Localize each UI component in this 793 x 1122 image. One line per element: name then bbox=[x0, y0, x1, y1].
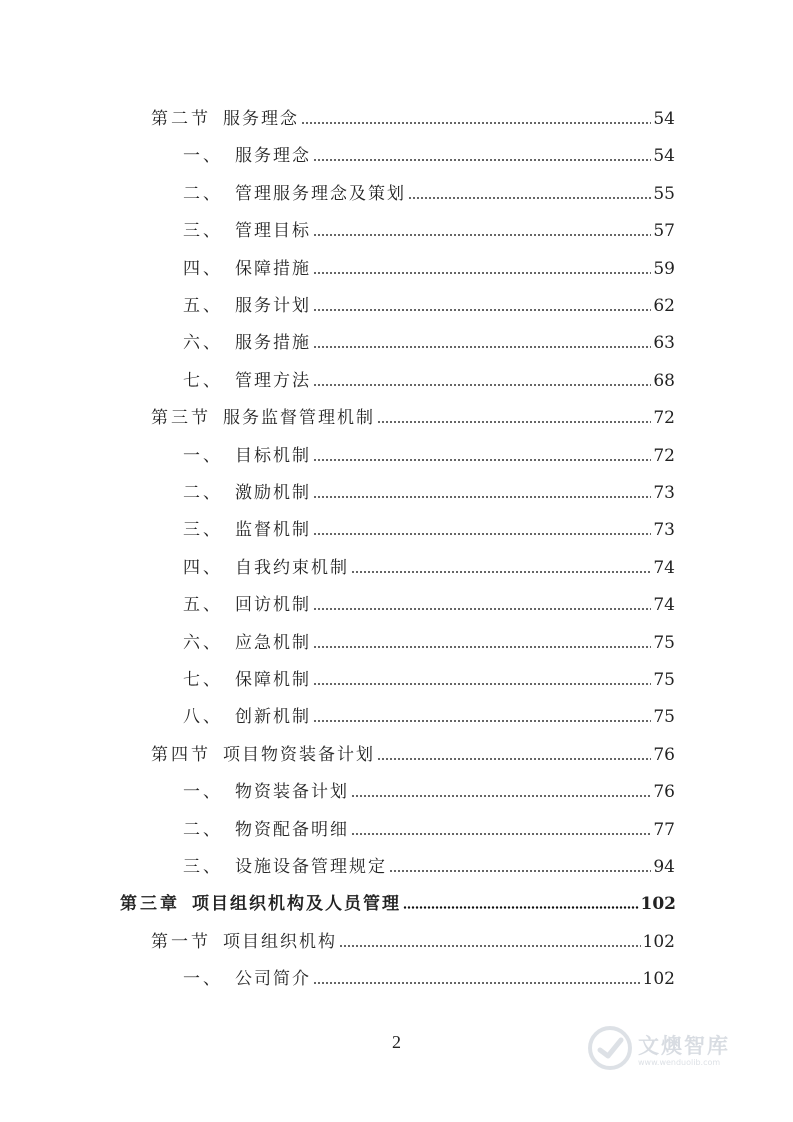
toc-entry[interactable] bbox=[183, 362, 675, 392]
toc-entry-number: 六、 bbox=[183, 632, 223, 653]
toc-dot-leader bbox=[301, 122, 651, 124]
toc-entry-page: 102 bbox=[642, 969, 675, 990]
toc-entry-page: 102 bbox=[642, 931, 675, 952]
toc-entry-number: 三、 bbox=[183, 221, 223, 242]
toc-dot-leader bbox=[313, 234, 651, 236]
toc-dot-leader bbox=[389, 870, 651, 872]
toc-entry[interactable] bbox=[183, 287, 675, 317]
toc-entry-page: 94 bbox=[653, 857, 675, 877]
toc-entry-page: 76 bbox=[653, 744, 675, 765]
toc-entry[interactable] bbox=[183, 212, 675, 242]
toc-entry[interactable] bbox=[151, 736, 675, 766]
toc-entry-title: 项目组织机构及人员管理 bbox=[192, 894, 401, 915]
toc-entry[interactable] bbox=[183, 773, 675, 803]
toc-dot-leader bbox=[313, 533, 651, 535]
toc-entry-title: 项目物资装备计划 bbox=[223, 744, 375, 765]
toc-entry-page: 72 bbox=[653, 408, 675, 429]
toc-entry[interactable] bbox=[183, 137, 675, 167]
watermark-logo-icon bbox=[588, 1026, 632, 1070]
toc-entry-title: 回访机制 bbox=[235, 595, 311, 616]
toc-entry-number: 第四节 bbox=[151, 744, 211, 765]
toc-entry[interactable] bbox=[183, 474, 675, 504]
toc-dot-leader bbox=[313, 646, 651, 648]
toc-entry-title: 服务监督管理机制 bbox=[223, 408, 375, 429]
toc-entry-number: 四、 bbox=[183, 557, 223, 578]
toc-dot-leader bbox=[351, 571, 651, 573]
toc-entry-page: 102 bbox=[640, 894, 676, 915]
toc-entry-page: 68 bbox=[653, 370, 675, 391]
toc-entry-number: 七、 bbox=[183, 370, 223, 391]
toc-dot-leader bbox=[313, 346, 651, 348]
toc-entry-title: 管理服务理念及策划 bbox=[235, 183, 406, 204]
toc-entry-title: 保障措施 bbox=[235, 258, 311, 279]
toc-entry-number: 第二节 bbox=[151, 109, 211, 129]
toc-entry-number: 六、 bbox=[183, 333, 223, 354]
toc-entry[interactable] bbox=[183, 661, 675, 691]
toc-entry-number: 五、 bbox=[183, 595, 223, 616]
toc-entry-page: 76 bbox=[653, 782, 675, 803]
toc-entry[interactable] bbox=[183, 175, 675, 205]
toc-entry-title: 物资配备明细 bbox=[235, 819, 349, 840]
toc-entry[interactable] bbox=[151, 399, 675, 429]
watermark-title: 文燠智库 bbox=[638, 1033, 730, 1058]
toc-entry-title: 服务计划 bbox=[235, 296, 311, 316]
toc-entry-page: 74 bbox=[653, 595, 675, 616]
toc-entry-number: 一、 bbox=[183, 969, 223, 990]
toc-entry-page: 54 bbox=[653, 146, 675, 167]
toc-entry-page: 59 bbox=[653, 258, 675, 279]
toc-entry-title: 创新机制 bbox=[235, 707, 311, 728]
toc-entry-title: 管理方法 bbox=[235, 370, 311, 391]
toc-entry[interactable] bbox=[183, 250, 675, 280]
toc-entry[interactable] bbox=[183, 549, 675, 579]
toc-entry-page: 73 bbox=[653, 483, 675, 503]
toc-entry-page: 75 bbox=[653, 707, 675, 728]
toc-entry-title: 保障机制 bbox=[235, 670, 311, 690]
toc-dot-leader bbox=[313, 683, 651, 685]
toc-entry[interactable] bbox=[183, 960, 675, 990]
toc-entry-number: 二、 bbox=[183, 819, 223, 840]
toc-entry-title: 服务理念 bbox=[223, 109, 299, 129]
toc-entry-title: 自我约束机制 bbox=[235, 557, 349, 578]
toc-entry-title: 公司简介 bbox=[235, 969, 311, 990]
toc-entry[interactable] bbox=[183, 437, 675, 467]
toc-dot-leader bbox=[408, 197, 651, 199]
toc-entry-page: 62 bbox=[653, 296, 675, 316]
toc-entry-page: 73 bbox=[653, 520, 675, 541]
toc-dot-leader bbox=[313, 496, 651, 498]
toc-entry-title: 激励机制 bbox=[235, 483, 311, 503]
toc-entry-number: 一、 bbox=[183, 445, 223, 466]
toc-entry[interactable] bbox=[151, 923, 675, 953]
toc-entry-number: 第一节 bbox=[151, 931, 211, 952]
toc-entry[interactable] bbox=[183, 586, 675, 616]
toc-entry[interactable] bbox=[120, 885, 676, 915]
toc-entry-page: 75 bbox=[653, 670, 675, 690]
toc-entry-number: 二、 bbox=[183, 183, 223, 204]
toc-entry-number: 一、 bbox=[183, 146, 223, 167]
toc-dot-leader bbox=[313, 608, 651, 610]
toc-entry-page: 74 bbox=[653, 557, 675, 578]
toc-entry[interactable] bbox=[183, 811, 675, 841]
toc-entry-page: 75 bbox=[653, 632, 675, 653]
toc-entry[interactable] bbox=[183, 848, 675, 878]
toc-entry-page: 77 bbox=[653, 819, 675, 840]
toc-dot-leader bbox=[313, 384, 651, 386]
page-number: 2 bbox=[392, 1032, 401, 1052]
toc-entry-number: 第三节 bbox=[151, 408, 211, 429]
toc-entry-title: 目标机制 bbox=[235, 445, 311, 466]
toc-entry-title: 服务措施 bbox=[235, 333, 311, 354]
toc-dot-leader bbox=[351, 795, 651, 797]
toc-dot-leader bbox=[313, 159, 651, 161]
toc-entry-page: 57 bbox=[653, 221, 675, 242]
toc-entry-title: 项目组织机构 bbox=[223, 931, 337, 952]
watermark-url: www.wenduolib.com bbox=[638, 1057, 721, 1067]
toc-entry[interactable] bbox=[151, 100, 675, 130]
toc-dot-leader bbox=[351, 833, 651, 835]
toc-entry-page: 63 bbox=[653, 333, 675, 354]
toc-dot-leader bbox=[377, 421, 651, 423]
toc-dot-leader bbox=[339, 945, 641, 947]
watermark bbox=[588, 1020, 778, 1076]
toc-entry-number: 五、 bbox=[183, 296, 223, 316]
toc-entry[interactable] bbox=[183, 624, 675, 654]
toc-entry-number: 八、 bbox=[183, 707, 223, 728]
toc-entry-number: 二、 bbox=[183, 483, 223, 503]
toc-entry-number: 第三章 bbox=[120, 894, 180, 915]
toc-entry-number: 四、 bbox=[183, 258, 223, 279]
toc-entry-page: 55 bbox=[653, 183, 675, 204]
toc-dot-leader bbox=[313, 272, 651, 274]
toc-entry-number: 一、 bbox=[183, 782, 223, 803]
toc-entry-number: 七、 bbox=[183, 670, 223, 690]
toc-entry-page: 72 bbox=[653, 445, 675, 466]
toc-entry-title: 监督机制 bbox=[235, 520, 311, 541]
toc-entry-title: 管理目标 bbox=[235, 221, 311, 242]
toc-entry-number: 三、 bbox=[183, 857, 223, 877]
toc-entry-title: 服务理念 bbox=[235, 146, 311, 167]
toc-dot-leader bbox=[313, 720, 651, 722]
toc-entry-title: 应急机制 bbox=[235, 632, 311, 653]
toc-dot-leader bbox=[313, 459, 651, 461]
toc-entry-number: 三、 bbox=[183, 520, 223, 541]
toc-dot-leader bbox=[403, 906, 639, 909]
toc-entry[interactable] bbox=[183, 698, 675, 728]
toc-entry-page: 54 bbox=[653, 109, 675, 129]
toc-entry[interactable] bbox=[183, 511, 675, 541]
toc-entry-title: 设施设备管理规定 bbox=[235, 857, 387, 877]
toc-dot-leader bbox=[377, 758, 651, 760]
toc-entry[interactable] bbox=[183, 324, 675, 354]
toc-dot-leader bbox=[313, 309, 651, 311]
toc-entry-title: 物资装备计划 bbox=[235, 782, 349, 803]
toc-dot-leader bbox=[313, 982, 641, 984]
